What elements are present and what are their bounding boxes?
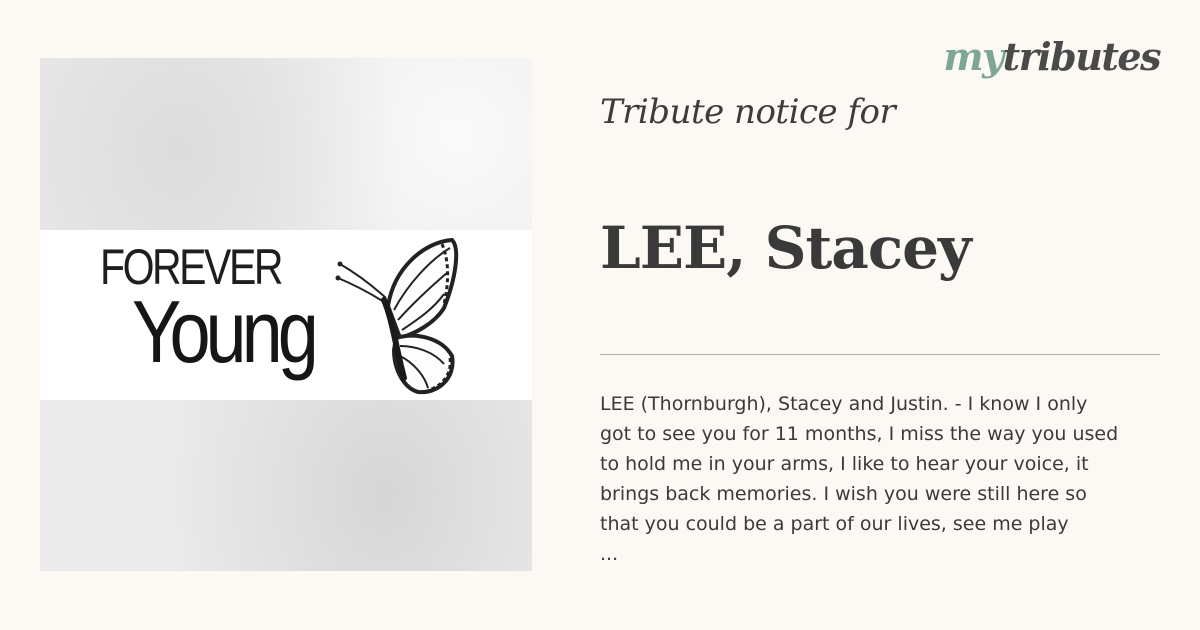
photo-text-forever: FOREVER xyxy=(100,239,281,295)
logo-tributes: tributes xyxy=(1002,34,1160,79)
logo-my: my xyxy=(943,34,1003,79)
deceased-name: LEE, Stacey xyxy=(600,214,971,282)
photo-text-young: Young xyxy=(132,282,314,381)
photo-banner xyxy=(40,230,532,400)
divider xyxy=(600,354,1160,355)
tribute-photo xyxy=(40,58,532,571)
mytributes-logo[interactable] xyxy=(943,34,1160,79)
notice-heading: Tribute notice for xyxy=(600,92,896,132)
tribute-excerpt: LEE (Thornburgh), Stacey and Justin. - I know I only got to see you for 11 months, I miss the way you used to hold me in your arms, I like to hear your voice, it brings back memories. I wish you were still here so that you could be a part of our lives, see me play ... xyxy=(600,393,1119,565)
butterfly-icon xyxy=(334,238,468,398)
